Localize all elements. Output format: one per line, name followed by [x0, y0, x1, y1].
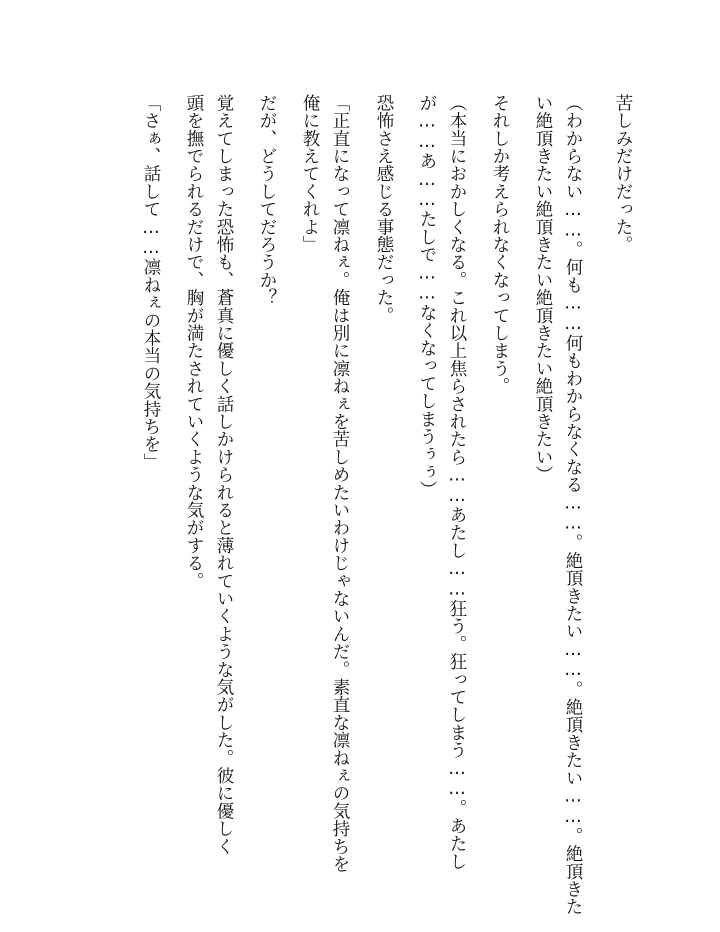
text-line-6: が……あ……たしで……なくなってしまうぅぅ） — [417, 94, 437, 499]
text-line-1: 苦しみだけだった。 — [613, 94, 633, 254]
text-line-12: 頭を撫でられるだけで、胸が満たされていくような気がする。 — [184, 94, 204, 590]
text-line-11: 覚えてしまった恐怖も、蒼真に優しく話しかけられると薄れていくような気がした。彼に優しく — [214, 94, 234, 856]
text-line-9: 俺に教えてくれよ」 — [300, 94, 320, 254]
text-line-2: （わからない……。何も……何もわからなくなる……。絶頂きたい……。絶頂きたい……。絶頂きた — [563, 94, 583, 916]
text-line-10: だが、どうしてだろうか？ — [257, 94, 277, 307]
text-line-5: （本当におかしくなる。これ以上焦らされたら……あたし……狂う。狂ってしまう……。あたし — [447, 94, 467, 871]
text-line-8: 「正直になって凛ねぇ。俺は別に凛ねぇを苦しめたいわけじゃないんだ。素直な凛ねぇの気持ちを — [330, 94, 350, 873]
text-line-3: い絶頂きたい絶頂きたい絶頂きたい絶頂きたい） — [533, 94, 553, 484]
text-line-4: それしか考えられなくなってしまう。 — [490, 94, 510, 395]
text-line-7: 恐怖さえ感じる事態だった。 — [374, 94, 394, 325]
text-line-13: 「さぁ、話して……凛ねぇの本当の気持ちを」 — [141, 94, 161, 471]
